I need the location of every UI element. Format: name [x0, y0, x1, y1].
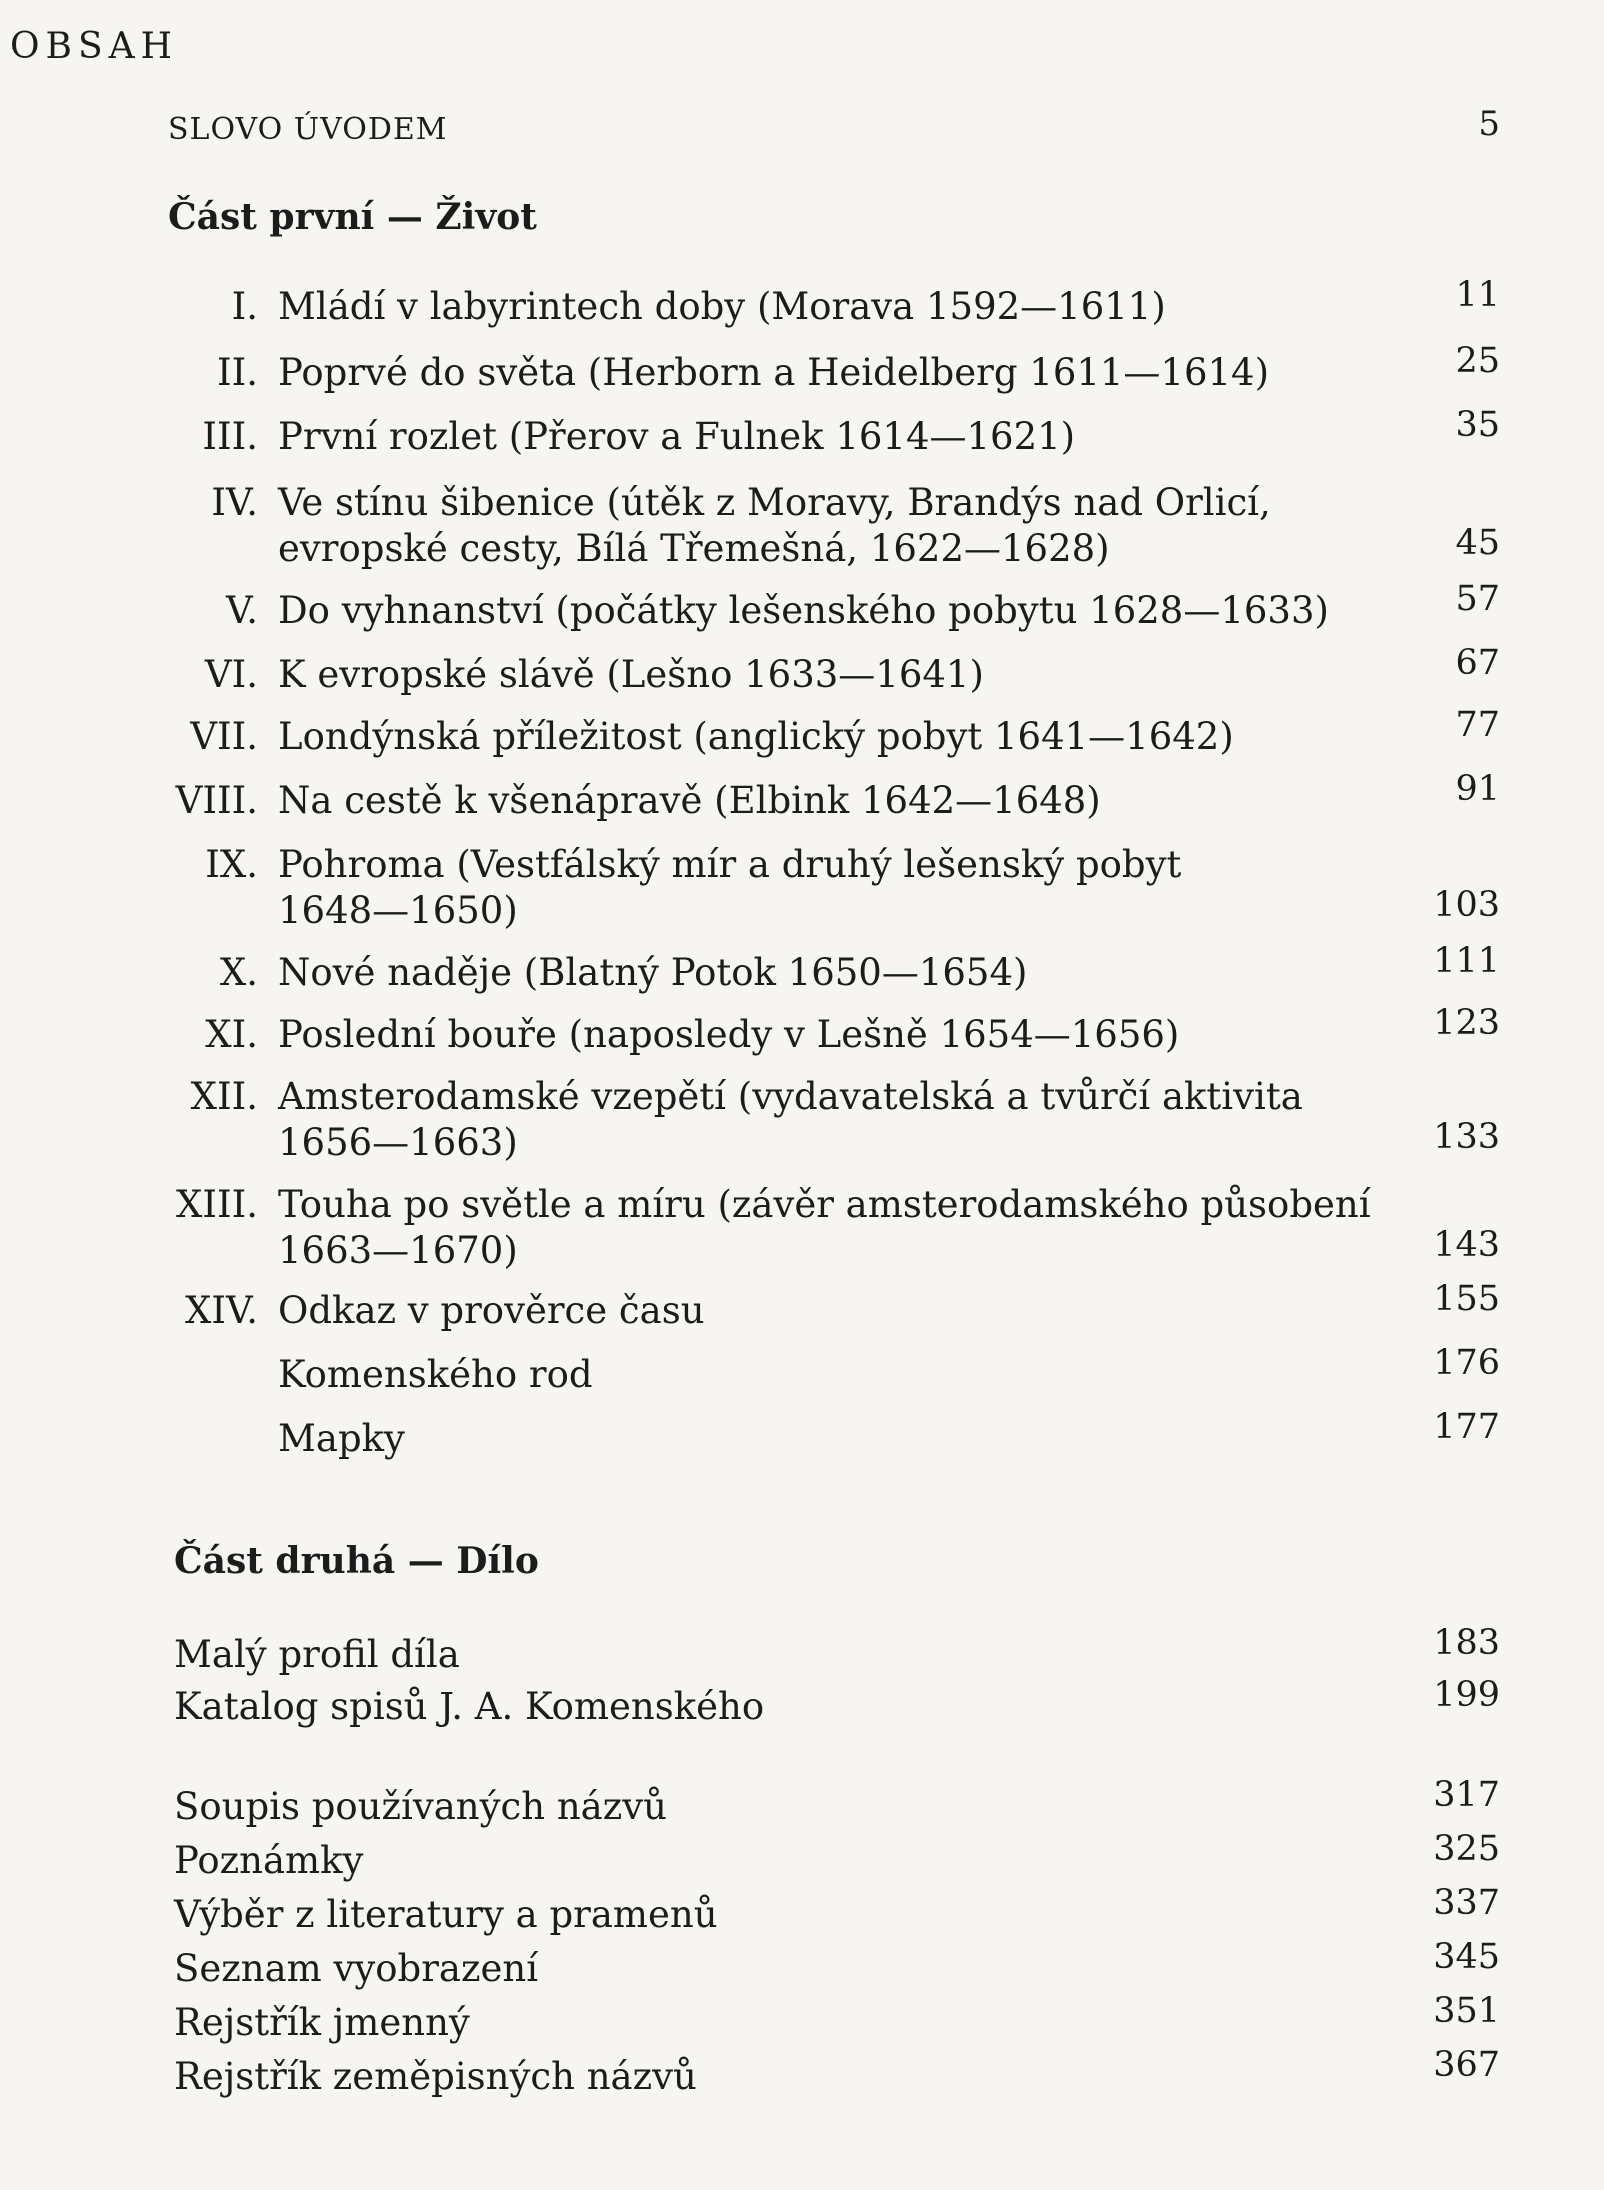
chapter-number: IV. — [211, 481, 258, 524]
chapter-title — [278, 1074, 1508, 1166]
chapter-title — [278, 414, 1508, 460]
chapter-page-number: 155 — [1433, 1279, 1500, 1319]
chapter-title-line: Do vyhnanství (počátky lešenského pobytu 1628—1633) — [278, 589, 1329, 632]
chapter-page-number: 25 — [1455, 341, 1500, 381]
chapter-title-line: evropské cesty, Bílá Třemešná, 1622—1628) — [278, 527, 1110, 570]
chapter-title — [278, 1288, 1508, 1334]
chapter-title-line: Ve stínu šibenice (útěk z Moravy, Brandýs nad Orlicí, — [278, 481, 1271, 524]
entry-title: Seznam vyobrazení — [174, 1947, 539, 1990]
chapter-page-number: 176 — [1433, 1343, 1500, 1383]
chapter-number: II. — [217, 351, 258, 394]
chapter-title-line: Poslední bouře (naposledy v Lešně 1654—1656) — [278, 1013, 1180, 1056]
chapter-page-number: 57 — [1455, 579, 1500, 619]
chapter-number: VI. — [204, 653, 258, 696]
chapter-number: XIV. — [185, 1289, 258, 1332]
entry-page-number: 337 — [1433, 1883, 1500, 1923]
chapter-page-number: 143 — [1433, 1225, 1500, 1265]
chapter-title — [278, 1416, 1508, 1462]
entry-title: Rejstřík zeměpisných názvů — [174, 2055, 697, 2098]
chapter-title-line: Mapky — [278, 1417, 405, 1460]
chapter-title-line: Komenského rod — [278, 1353, 593, 1396]
chapter-page-number: 123 — [1433, 1003, 1500, 1043]
entry-page-number: 345 — [1433, 1937, 1500, 1977]
chapter-title-line: 1648—1650) — [278, 889, 518, 932]
chapter-number: XIII. — [176, 1183, 258, 1226]
entry-page-number: 351 — [1433, 1991, 1500, 2031]
chapter-number: IX. — [205, 843, 258, 886]
chapter-title-line: Poprvé do světa (Herborn a Heidelberg 1611—1614) — [278, 351, 1270, 394]
chapter-title-line: Odkaz v prověrce času — [278, 1289, 705, 1332]
entry-page-number: 325 — [1433, 1829, 1500, 1869]
chapter-title — [278, 1352, 1508, 1398]
chapter-title — [278, 480, 1508, 572]
chapter-title-line: Mládí v labyrintech doby (Morava 1592—1611) — [278, 285, 1166, 328]
chapter-title-line: Amsterodamské vzepětí (vydavatelská a tvůrčí aktivita — [278, 1075, 1303, 1118]
chapter-number: I. — [231, 285, 258, 328]
chapter-title — [278, 1182, 1508, 1274]
chapter-title — [278, 652, 1508, 698]
page-heading: OBSAH — [10, 26, 179, 67]
chapter-page-number: 77 — [1455, 705, 1500, 745]
entry-title: Rejstřík jmenný — [174, 2001, 470, 2044]
chapter-title-line: Pohroma (Vestfálský mír a druhý lešenský pobyt — [278, 843, 1182, 886]
chapter-number: XI. — [205, 1013, 258, 1056]
chapter-page-number: 111 — [1433, 941, 1500, 981]
chapter-title-line: 1656—1663) — [278, 1121, 518, 1164]
part1-title: Část první — Život — [168, 196, 537, 238]
chapter-page-number: 133 — [1433, 1117, 1500, 1157]
chapter-title — [278, 842, 1508, 934]
chapter-number: XII. — [190, 1075, 258, 1118]
chapter-page-number: 103 — [1433, 885, 1500, 925]
chapter-page-number: 67 — [1455, 643, 1500, 683]
chapter-page-number: 35 — [1455, 405, 1500, 445]
chapter-page-number: 11 — [1455, 275, 1500, 315]
chapter-title-line: První rozlet (Přerov a Fulnek 1614—1621) — [278, 415, 1076, 458]
chapter-number: VII. — [190, 715, 258, 758]
entry-title: Soupis používaných názvů — [174, 1785, 667, 1828]
chapter-title-line: Na cestě k všenápravě (Elbink 1642—1648) — [278, 779, 1101, 822]
chapter-number: X. — [219, 951, 258, 994]
chapter-title — [278, 350, 1508, 396]
chapter-title-line: 1663—1670) — [278, 1229, 518, 1272]
chapter-page-number: 91 — [1455, 769, 1500, 809]
entry-title: Malý profil díla — [174, 1633, 460, 1676]
part2-title: Část druhá — Dílo — [174, 1540, 539, 1582]
chapter-number: III. — [202, 415, 258, 458]
chapter-number: VIII. — [175, 779, 258, 822]
chapter-page-number: 45 — [1455, 523, 1500, 563]
chapter-title — [278, 714, 1508, 760]
chapter-title — [278, 1012, 1508, 1058]
entry-title: Katalog spisů J. A. Komenského — [174, 1685, 765, 1728]
entry-page-number: 317 — [1433, 1775, 1500, 1815]
chapter-title — [278, 950, 1508, 996]
entry-title: Výběr z literatury a pramenů — [174, 1893, 718, 1936]
intro-label: SLOVO ÚVODEM — [168, 112, 448, 147]
entry-page-number: 183 — [1433, 1623, 1500, 1663]
chapter-title — [278, 284, 1508, 330]
chapter-title — [278, 588, 1508, 634]
chapter-title — [278, 778, 1508, 824]
entry-page-number: 199 — [1433, 1675, 1500, 1715]
chapter-title-line: Londýnská příležitost (anglický pobyt 1641—1642) — [278, 715, 1234, 758]
entry-title: Poznámky — [174, 1839, 364, 1882]
chapter-title-line: Touha po světle a míru (závěr amsterodamského působení — [278, 1183, 1371, 1226]
chapter-title-line: Nové naděje (Blatný Potok 1650—1654) — [278, 951, 1028, 994]
chapter-title-line: K evropské slávě (Lešno 1633—1641) — [278, 653, 984, 696]
intro-page-number: 5 — [1478, 104, 1500, 144]
chapter-number: V. — [225, 589, 258, 632]
chapter-page-number: 177 — [1433, 1407, 1500, 1447]
entry-page-number: 367 — [1433, 2045, 1500, 2085]
